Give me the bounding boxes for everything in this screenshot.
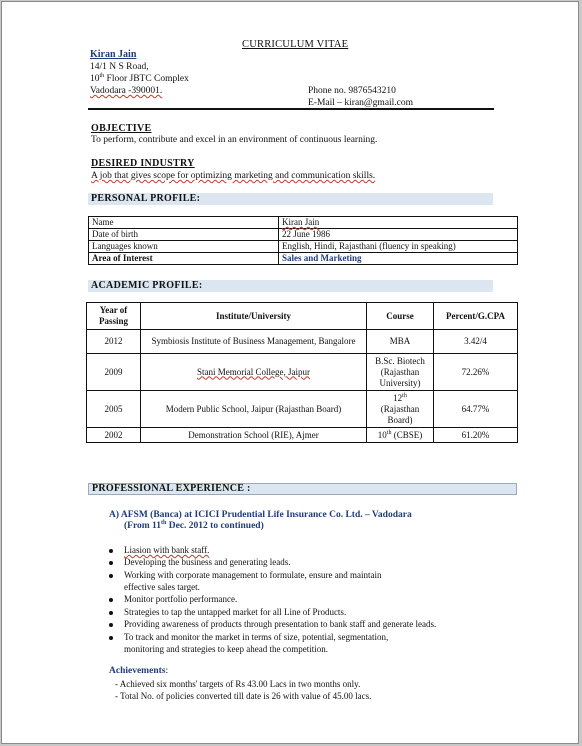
dob-label: Date of birth (89, 229, 279, 241)
bullet-icon (109, 611, 113, 615)
course-cell: 10th (CBSE) (367, 428, 434, 443)
address-line-2: 10th Floor JBTC Complex (90, 72, 189, 84)
interest-label: Area of Interest (89, 253, 279, 265)
interest-value: Sales and Marketing (279, 253, 518, 265)
score-cell: 61.20% (434, 428, 518, 443)
objective-heading: OBJECTIVE (91, 123, 152, 134)
bullet-item: To track and monitor the market in terms of size, potential, segmentation, (124, 632, 389, 642)
year-cell: 2005 (87, 391, 141, 428)
table-row (89, 253, 518, 265)
academic-table (86, 302, 518, 443)
table-row (87, 428, 518, 443)
table-row (87, 391, 518, 428)
table-row (89, 229, 518, 241)
bullet-icon (109, 549, 113, 553)
bullet-icon (109, 574, 113, 578)
languages-label: Languages known (89, 241, 279, 253)
year-cell: 2002 (87, 428, 141, 443)
institute-cell: Stani Memorial College, Jaipur (141, 354, 367, 391)
bullet-icon (109, 636, 113, 640)
name-label: Name (89, 217, 279, 229)
phone-number: Phone no. 9876543210 (308, 86, 396, 96)
score-cell: 64.77% (434, 391, 518, 428)
institute-cell: Modern Public School, Jaipur (Rajasthan Board) (141, 391, 367, 428)
industry-text: A job that gives scope for optimizing marketing and communication skills. (91, 171, 376, 181)
table-row (89, 241, 518, 253)
bullet-item: Working with corporate management to formulate, ensure and maintain (124, 570, 382, 580)
academic-profile-band (88, 280, 493, 292)
bullet-item: Monitor portfolio performance. (124, 594, 238, 604)
bullet-item: Developing the business and generating leads. (124, 557, 291, 567)
table-row (89, 217, 518, 229)
address-line-3: Vadodara -390001. (90, 86, 163, 96)
institute-cell: Demonstration School (RIE), Ajmer (141, 428, 367, 443)
table-header-row (87, 303, 518, 330)
col-score: Percent/G.CPA (434, 303, 518, 330)
bullet-item: Providing awareness of products through presentation to bank staff and generate leads. (124, 619, 437, 629)
page-title: CURRICULUM VITAE (242, 39, 349, 50)
bullet-icon (109, 598, 113, 602)
bullet-icon (109, 561, 113, 565)
course-cell: 12th (Rajasthan Board) (367, 391, 434, 428)
candidate-name: Kiran Jain (90, 49, 137, 60)
address-line-1: 14/1 N S Road, (90, 62, 149, 72)
course-cell: B.Sc. Biotech (Rajasthan University) (367, 354, 434, 391)
year-cell: 2009 (87, 354, 141, 391)
bullet-item: Strategies to tap the untapped market for all Line of Products. (124, 607, 347, 617)
bullet-item: Liasion with bank staff. (124, 545, 210, 555)
achievement-item: - Achieved six months' targets of Rs 43.00 Lacs in two months only. (115, 679, 361, 689)
achievements-heading: Achievements: (109, 666, 169, 676)
score-cell: 3.42/4 (434, 330, 518, 354)
bullet-icon (109, 623, 113, 627)
institute-cell: Symbiosis Institute of Business Management, Bangalore (141, 330, 367, 354)
bullet-item-continued: monitoring and strategies to keep ahead the competition. (124, 644, 328, 654)
email-address: E-Mail – kiran@gmail.com (308, 98, 414, 108)
table-row (87, 354, 518, 391)
objective-text: To perform, contribute and excel in an environment of continuous learning. (91, 135, 378, 145)
table-row (87, 330, 518, 354)
personal-profile-table (88, 216, 518, 265)
dob-value: 22 June 1986 (279, 229, 518, 241)
col-institute: Institute/University (141, 303, 367, 330)
name-value: Kiran Jain (279, 217, 518, 229)
job-title: A) AFSM (Banca) at ICICI Prudential Life Insurance Co. Ltd. – Vadodara (109, 510, 412, 520)
academic-profile-heading: ACADEMIC PROFILE: (91, 280, 203, 291)
col-course: Course (367, 303, 434, 330)
score-cell: 72.26% (434, 354, 518, 391)
experience-band (88, 483, 517, 495)
year-cell: 2012 (87, 330, 141, 354)
achievement-item: - Total No. of policies converted till date is 26 with value of 45.00 lacs. (115, 691, 372, 701)
personal-profile-heading: PERSONAL PROFILE: (91, 193, 201, 204)
header-divider (88, 108, 494, 110)
industry-heading: DESIRED INDUSTRY (91, 158, 195, 169)
personal-profile-band (88, 193, 493, 205)
bullet-item-continued: effective sales target. (124, 582, 200, 592)
languages-value: English, Hindi, Rajasthani (fluency in speaking) (279, 241, 518, 253)
col-year: Year of Passing (87, 303, 141, 330)
course-cell: MBA (367, 330, 434, 354)
experience-heading: PROFESSIONAL EXPERIENCE : (92, 483, 251, 494)
resume-page (1, 1, 579, 744)
job-dates: (From 11th Dec. 2012 to continued) (124, 519, 264, 531)
